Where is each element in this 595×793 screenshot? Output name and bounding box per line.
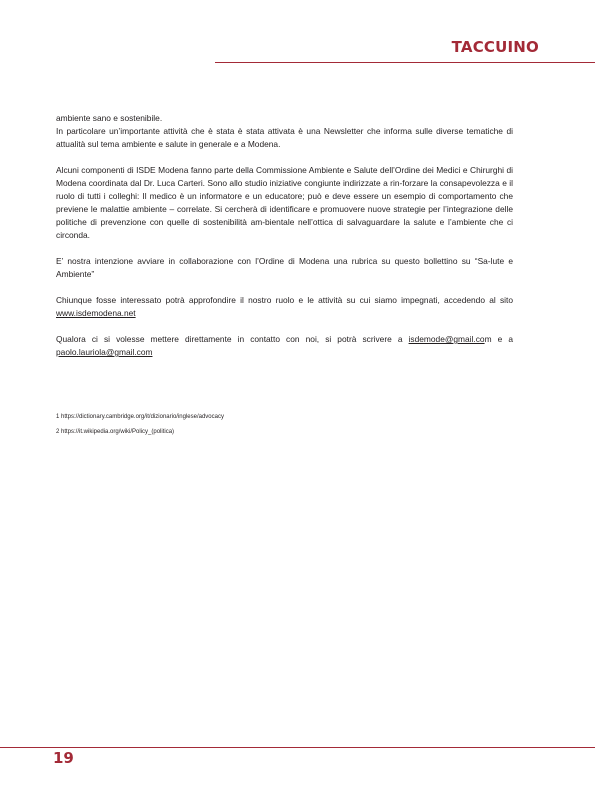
paragraph-3: E’ nostra intenzione avviare in collaborazione con l’Ordine di Modena una rubrica su questo bollettino su “Sa-lute e Ambiente” bbox=[56, 256, 513, 279]
paragraph-5-text: Qualora ci si volesse mettere direttamente in contatto con noi, si potrà scrivere a bbox=[56, 334, 409, 344]
website-link[interactable]: www.isdemodena.net bbox=[56, 308, 136, 318]
paragraph-5-between: m e a bbox=[484, 334, 513, 344]
footnote-1: 1 https://dictionary.cambridge.org/it/dizionario/inglese/advocacy bbox=[56, 414, 224, 420]
paragraph-4 bbox=[56, 294, 513, 320]
paragraph-gap bbox=[56, 242, 513, 255]
footnotes bbox=[56, 413, 513, 443]
paragraph-5 bbox=[56, 333, 513, 359]
footnote-2: 2 https://it.wikipedia.org/wiki/Policy_(politica) bbox=[56, 429, 175, 435]
header-title: TACCUINO bbox=[451, 38, 539, 56]
paragraph-gap bbox=[56, 151, 513, 164]
paragraph-gap bbox=[56, 320, 513, 333]
email-link-isde[interactable]: isdemode@gmail.co bbox=[408, 334, 485, 344]
paragraph-2: Alcuni componenti di ISDE Modena fanno parte della Commissione Ambiente e Salute dell’Ordine dei Medici e Chirurghi di Modena coordinata dal Dr. Luca Carteri. Sono allo studio iniziative congiunte indirizzate a rin-forzare la consapevolezza e il ruolo di tutti i colleghi: Il medico è un informatore e un educatore; può e deve essere un esempio di comportamento che previene le malattie ambiente – correlate. Si cercherà di identificare e promuovere nuove strategie per l’integrazione delle politiche di prevenzione con quelle di sostenibilità am-bientale nell’ottica di salvaguardare la salute e l’ambiente che ci circonda. bbox=[56, 165, 513, 240]
email-link-lauriola[interactable]: paolo.lauriola@gmail.com bbox=[56, 347, 153, 357]
article-body bbox=[56, 112, 513, 359]
header-rule bbox=[215, 62, 595, 63]
page-number: 19 bbox=[53, 749, 74, 767]
paragraph-1-line-1: ambiente sano e sostenibile. bbox=[56, 113, 163, 123]
paragraph-4-text: Chiunque fosse interessato potrà approfondire il nostro ruolo e le attività su cui siamo impegnati, accedendo al sito bbox=[56, 295, 513, 305]
footer-rule bbox=[0, 747, 595, 748]
paragraph-gap bbox=[56, 281, 513, 294]
paragraph-1-line-2: In particolare un’importante attività che è stata è stata attivata è una Newsletter che informa sulle diverse tematiche di attualità sul tema ambiente e salute in generale e a Modena. bbox=[56, 126, 513, 149]
